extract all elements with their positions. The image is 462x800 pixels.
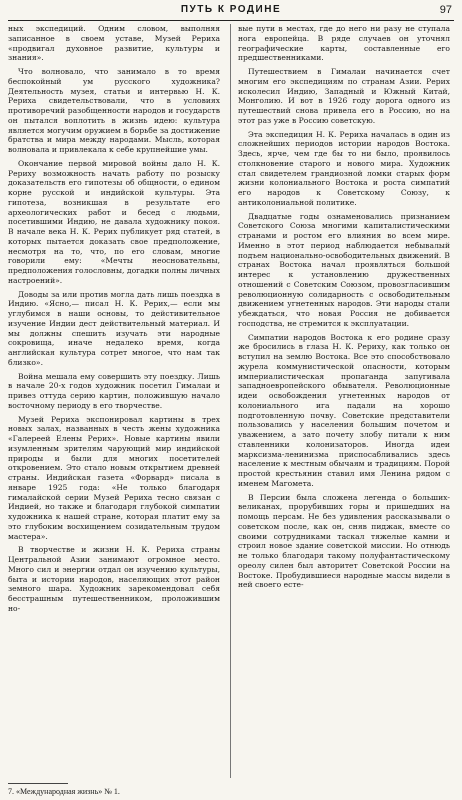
left-column [8, 24, 220, 618]
paragraph: В творчестве и жизни Н. К. Рериха страны Центральной Азии занимают огромное место. Много сил и энергии отдал он изучению культуры, быта и истории народов, населяющих этот район земного шара. Художник зарекомендовал себя бесстрашным путешественником, проложившим но- [8, 545, 220, 613]
paragraph: ных экспедиций. Одним словом, выполняя записанное в своем уставе, Музей Рериха «продвигал духовное развитие, культуры и знания». [8, 24, 220, 63]
paragraph: Эта экспедиция Н. К. Рериха началась в один из сложнейших периодов истории народов Востока. Здесь, ярче, чем где бы то ни было, проявилось столкновение старого и нового мира. Художник стал свидетелем грандиозной ломки старых форм жизни колониального Востока и роста симпатий его народов к Советскому Союзу, к антиколониальной политике. [238, 129, 450, 207]
paragraph: Доводы за или против могла дать лишь поездка в Индию. «Ясно,— писал Н. К. Рерих,— если мы углубимся в наши основы, то дейстивительное изучение Индии дест действительный материал. И мы должны спешить изучать эти народные сокровища, иначе недалеко время, когда английская культура сотрет многое, что нам так близко». [8, 289, 220, 367]
paragraph: вые пути в местах, где до него ни разу не ступала нога европейца. В ряде случаев он уточнял географические карты, составленные его предшественниками. [238, 24, 450, 63]
right-column [238, 24, 450, 594]
page-number: 97 [439, 4, 452, 16]
paragraph: Путешествием в Гималаи начинается счет многим его экспедициям по странам Азии. Рерих исколесил Индию, Западный и Южный Китай, Монголию. И вот в 1926 году дорога одного из путешествий снова привела его в Россию, но на этот раз уже в Россию советскую. [238, 67, 450, 125]
paragraph: В Персии была сложена легенда о больших-великанах, прорубивших горы и пришедших на помощь персам. Не без удивления рассказывали о советском после, как он, сняв пиджак, вместе со своими сотрудниками таскал тяжелые камни и строил новое здание советской миссии. Но отнюдь не только благодаря такому полуфантастическому ореолу силен был авторитет Советской России на Востоке. Пробудившиеся народные массы видели в ней своего есте- [238, 492, 450, 590]
column-divider [230, 24, 231, 778]
paragraph: Война мешала ему совершить эту поездку. Лишь в начале 20-х годов художник посетил Гималаи и привез оттуда серию картин, положившую начало восточному периоду в его творчестве. [8, 371, 220, 410]
header-rule [8, 20, 454, 21]
paragraph: Музей Рериха экспонировал картины в трех новых залах, названных в честь жены художника «Галереей Елены Рерих». Новые картины явили изумленным зрителям чарующий мир индийской природы и были для многих посетителей откровением. Это стало новым открытием древней страны. Индийская газета «Форвард» писала в январе 1925 года: «Не только благодаря гималайской серии Музей Рериха тесно связан с Индией, но также и благодаря глубокой симпатии художника к нашей стране, которая платит ему за это глубоким восхищением созидательным трудом мастера». [8, 414, 220, 541]
paragraph: Окончание первой мировой войны дало Н. К. Рериху возможность начать работу по розыску доказательств его гипотезы об общности, о едином корне русской и индийской культуры. Эта гипотеза, возникшая в результате его археологических работ и бесед с людьми, посетившими Индию, не давала художнику покоя. В начале века Н. К. Рерих публикует ряд статей, в которых пытается доказать свое предположение, несмотря на то, что, по его словам, многие говорили ему: «Мечты неосновательны, предположения голословны, догадки полны личных настроений». [8, 158, 220, 285]
footnote-signature: 7. «Международная жизнь» № 1. [8, 787, 120, 796]
paragraph: Двадцатые годы ознаменовались признанием Советского Союза многими капиталистическими странами и ростом его влияния во всем мире. Именно в этот период наблюдается небывалый подъем национально-освободительных движений. В странах Востока начал проявляться большой интерес к установлению дружественных отношений с Советским Союзом, провозгласившим революционную солидарность с освободительным движением угнетенных народов. Эти народы стали убеждаться, что новая Россия не добивается господства, не стремится к эксплуатации. [238, 211, 450, 328]
running-head: ПУТЬ К РОДИНЕ [180, 4, 282, 15]
footer-rule [8, 783, 68, 784]
paragraph: Что волновало, что занимало в то время беспокойный ум русского художника? Деятельность музея, статьи и интервью Н. К. Рериха свидетельствовали, что в условиях противоречий разобщенности народов и государств он пытался воплотить в жизнь идею: культура является могучим оружием в борьбе за достижение братства и мира между народами. Мысль, которая волновала и привлекала к себе крупнейшие умы. [8, 67, 220, 154]
paragraph: Симпатии народов Востока к его родине сразу же бросились в глаза Н. К. Рериху, как только он вступил на землю Востока. Все это способствовало журела коммунистической опасности, которым империалистическая пропаганда запугивала западноевропейского обывателя. Революционные идеи освобождения угнетенных народов от колониального ига падали на хорошо подготовленную почву. Советские представители пользовались у населения большим почетом и уважением, а зато почету злобу питали к ним ставленники колонизаторов. Иногда идеи марксизма-ленинизма приспосабливались здесь население к местным обычаям и традициям. Порой простой крестьянин ставил имя Ленина рядом с именем Магомета. [238, 332, 450, 488]
page-header [8, 4, 454, 20]
